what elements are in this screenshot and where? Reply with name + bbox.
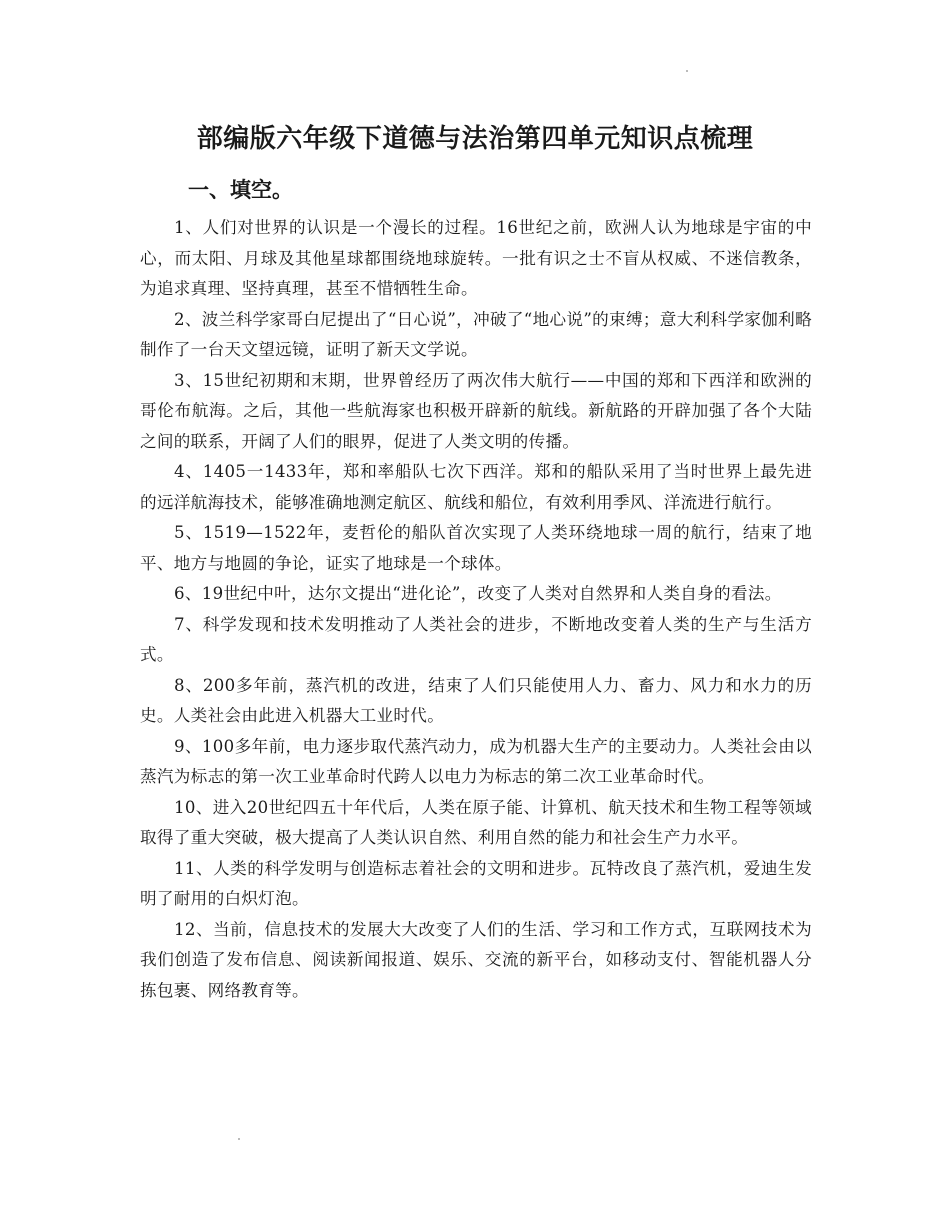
paragraph-9: 9、100多年前，电力逐步取代蒸汽动力，成为机器大生产的主要动力。人类社会由以蒸汽为标志的第一次工业革命时代跨人以电力为标志的第二次工业革命时代。 <box>140 736 812 786</box>
paragraph-2: 2、波兰科学家哥白尼提出了“日心说”，冲破了“地心说”的束缚；意大利科学家伽利略制作了一台天文望远镜，证明了新天文学说。 <box>140 309 812 359</box>
paragraph-4: 4、1405一1433年，郑和率船队七次下西洋。郑和的船队采用了当时世界上最先进的远洋航海技术，能够准确地测定航区、航线和船位，有效利用季风、洋流进行航行。 <box>140 462 812 512</box>
section-heading: 一、填空。 <box>188 178 293 202</box>
paragraph-5: 5、1519—1522年，麦哲伦的船队首次实现了人类环绕地球一周的航行，结束了地平、地方与地圆的争论，证实了地球是一个球体。 <box>140 523 812 573</box>
paragraph-12: 12、当前，信息技术的发展大大改变了人们的生活、学习和工作方式，互联网技术为我们创造了发布信息、阅读新闻报道、娱乐、交流的新平台，如移动支付、智能机器人分拣包裹、网络教育等。 <box>140 919 812 1000</box>
paragraph-8: 8、200多年前，蒸汽机的改进，结束了人们只能使用人力、畜力、风力和水力的历史。人类社会由此进入机器大工业时代。 <box>140 675 812 725</box>
paragraph-10: 10、进入20世纪四五十年代后，人类在原子能、计算机、航天技术和生物工程等领域取得了重大突破，极大提高了人类认识自然、利用自然的能力和社会生产力水平。 <box>140 797 812 847</box>
scan-speck <box>238 1138 240 1140</box>
scan-speck <box>686 70 688 72</box>
paragraph-1: 1、人们对世界的认识是一个漫长的过程。16世纪之前，欧洲人认为地球是宇宙的中心，而太阳、月球及其他星球都围绕地球旋转。一批有识之士不盲从权威、不迷信教条，为追求真理、坚持真理，甚至不惜牺牲生命。 <box>140 218 812 298</box>
paragraph-3: 3、15世纪初期和末期，世界曾经历了两次伟大航行——中国的郑和下西洋和欧洲的哥伦布航海。之后，其他一些航海家也积极开辟新的航线。新航路的开辟加强了各个大陆之间的联系，开阔了人们的眼界，促进了人类文明的传播。 <box>140 370 812 451</box>
document-title: 部编版六年级下道德与法治第四单元知识点梳理 <box>196 124 754 154</box>
paragraph-7: 7、科学发现和技术发明推动了人类社会的进步，不断地改变着人类的生产与生活方式。 <box>140 614 812 664</box>
paragraph-6: 6、19世纪中叶，达尔文提出“进化论”，改变了人类对自然界和人类自身的看法。 <box>174 584 782 603</box>
paragraph-list <box>140 213 812 1006</box>
paragraph-11: 11、人类的科学发明与创造标志着社会的文明和进步。瓦特改良了蒸汽机，爱迪生发明了耐用的白炽灯泡。 <box>140 858 812 908</box>
